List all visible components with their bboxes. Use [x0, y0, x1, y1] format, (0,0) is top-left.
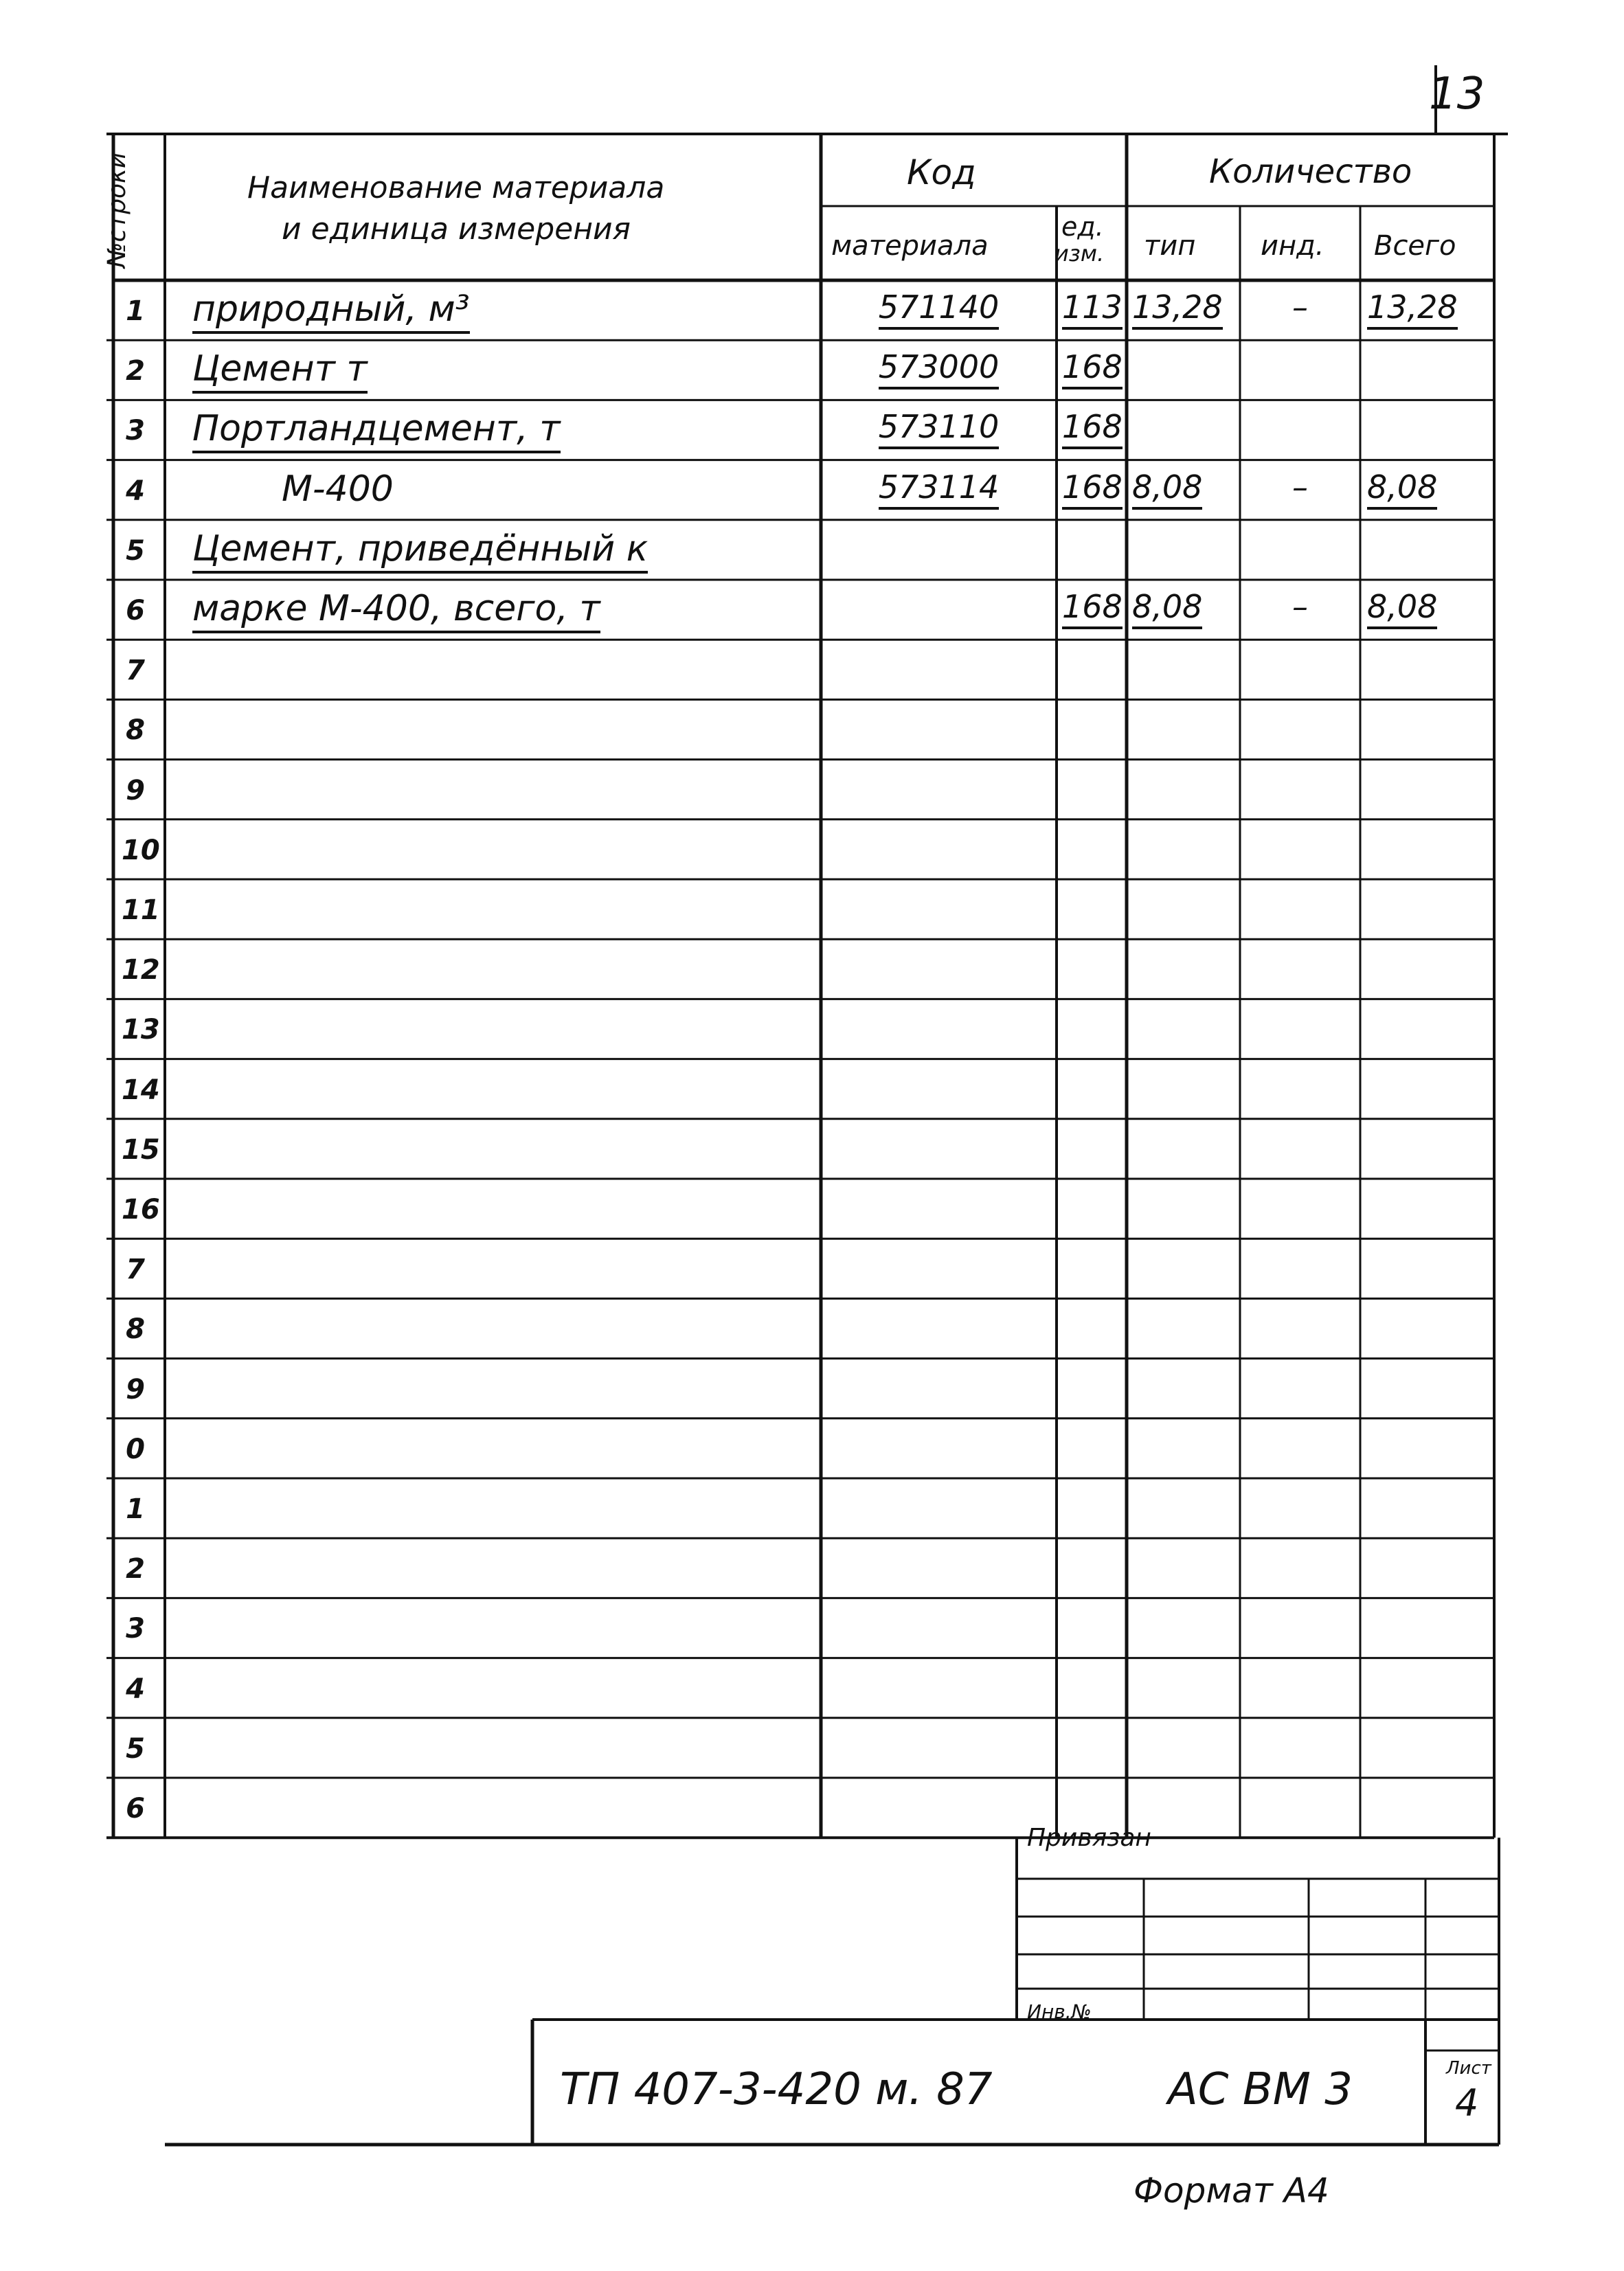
cell-name [282, 468, 896, 510]
cell-ind-text: – [1292, 588, 1308, 625]
cell-total-text: 13,28 [1367, 289, 1458, 330]
cell-tip [1132, 289, 1234, 326]
cell-unit [1062, 289, 1123, 326]
cell-total [1367, 468, 1474, 506]
cell-tip [1132, 468, 1234, 506]
cell-ind [1245, 289, 1355, 326]
cell-tip-text: 13,28 [1132, 289, 1223, 330]
row-number: 4 [126, 475, 145, 507]
cell-code [848, 348, 1029, 386]
header-name-line1: Наименование материала [247, 170, 665, 205]
cell-name [192, 408, 807, 450]
row-number: 1 [126, 1493, 145, 1525]
header-unit-line2: изм. [1055, 240, 1105, 267]
cell-total-text: 8,08 [1367, 588, 1437, 629]
cell-name-text: марке М-400, всего, т [192, 588, 600, 633]
sheet-label: Лист [1446, 2058, 1491, 2079]
row-number: 8 [126, 1313, 145, 1346]
header-code-material: материала [831, 230, 989, 262]
row-number: 9 [126, 1373, 145, 1405]
header-qty-total: Всего [1374, 230, 1456, 262]
cell-name-text: Портландцемент, т [192, 408, 561, 453]
cell-unit [1062, 588, 1123, 625]
row-number: 13 [122, 1014, 160, 1046]
format-label: Формат А4 [1134, 2171, 1329, 2211]
cell-name [192, 348, 807, 390]
cell-ind [1245, 588, 1355, 625]
row-number: 7 [126, 655, 145, 687]
cell-unit-text: 113 [1062, 289, 1123, 330]
cell-name-text: Цемент т [192, 348, 368, 394]
cell-name [192, 289, 807, 330]
cell-code-text: 573000 [879, 348, 1000, 389]
cell-ind [1245, 468, 1355, 506]
row-number: 10 [122, 834, 160, 866]
cell-total [1367, 588, 1474, 625]
cell-unit [1062, 468, 1123, 506]
row-number: 4 [126, 1673, 145, 1705]
linked-label: Привязан [1027, 1824, 1151, 1852]
row-number: 3 [126, 1613, 145, 1645]
cell-name [192, 588, 807, 629]
inventory-number-label: Инв.№ [1027, 2000, 1092, 2023]
header-row-number: №строки [103, 152, 131, 268]
cell-tip-text: 8,08 [1132, 588, 1202, 629]
row-number: 1 [126, 295, 145, 327]
row-number: 9 [126, 774, 145, 806]
row-number: 6 [126, 595, 145, 626]
row-number: 16 [122, 1194, 160, 1225]
header-quantity: Количество [1209, 152, 1412, 191]
section-code: АС ВМ 3 [1168, 2064, 1353, 2115]
row-number: 11 [122, 894, 160, 926]
cell-code-text: 573110 [879, 408, 1000, 449]
cell-code-text: 571140 [879, 289, 1000, 330]
cell-name-text: Цемент, приведённый к [192, 528, 648, 574]
sheet-number: 4 [1455, 2081, 1479, 2125]
row-number: 15 [122, 1133, 160, 1166]
page-number: 13 [1429, 69, 1485, 120]
cell-unit [1062, 348, 1123, 386]
cell-total-text: 8,08 [1367, 468, 1437, 510]
cell-ind-text: – [1292, 468, 1308, 506]
row-number: 5 [126, 1732, 145, 1765]
header-name-line2: и единица измерения [282, 212, 631, 247]
row-number: 12 [122, 954, 160, 986]
header-unit-line1: ед. [1061, 212, 1104, 242]
cell-name-text: М-400 [282, 468, 394, 510]
row-number: 6 [126, 1793, 145, 1824]
cell-name-text: природный, м³ [192, 289, 470, 334]
cell-tip-text: 8,08 [1132, 468, 1202, 510]
document-designation: ТП 407-3-420 м. 87 [560, 2064, 993, 2115]
cell-unit-text: 168 [1062, 588, 1123, 629]
row-number: 2 [126, 355, 145, 387]
header-qty-ind: инд. [1261, 230, 1324, 262]
row-number: 5 [126, 534, 145, 567]
row-number: 7 [126, 1254, 145, 1286]
cell-code [848, 408, 1029, 446]
header-code: Код [907, 152, 976, 192]
cell-unit-text: 168 [1062, 408, 1123, 449]
row-number: 0 [126, 1433, 145, 1465]
cell-unit-text: 168 [1062, 468, 1123, 510]
cell-tip [1132, 588, 1234, 625]
cell-code [848, 289, 1029, 326]
header-qty-type: тип [1144, 230, 1196, 262]
row-number: 3 [126, 415, 145, 447]
row-number: 8 [126, 714, 145, 747]
cell-name [192, 528, 807, 569]
cell-code-text: 573114 [879, 468, 1000, 510]
row-number: 14 [122, 1074, 160, 1106]
cell-unit-text: 168 [1062, 348, 1123, 389]
row-number: 2 [126, 1553, 145, 1585]
cell-ind-text: – [1292, 289, 1308, 326]
cell-code [848, 468, 1029, 506]
cell-total [1367, 289, 1474, 326]
cell-unit [1062, 408, 1123, 446]
